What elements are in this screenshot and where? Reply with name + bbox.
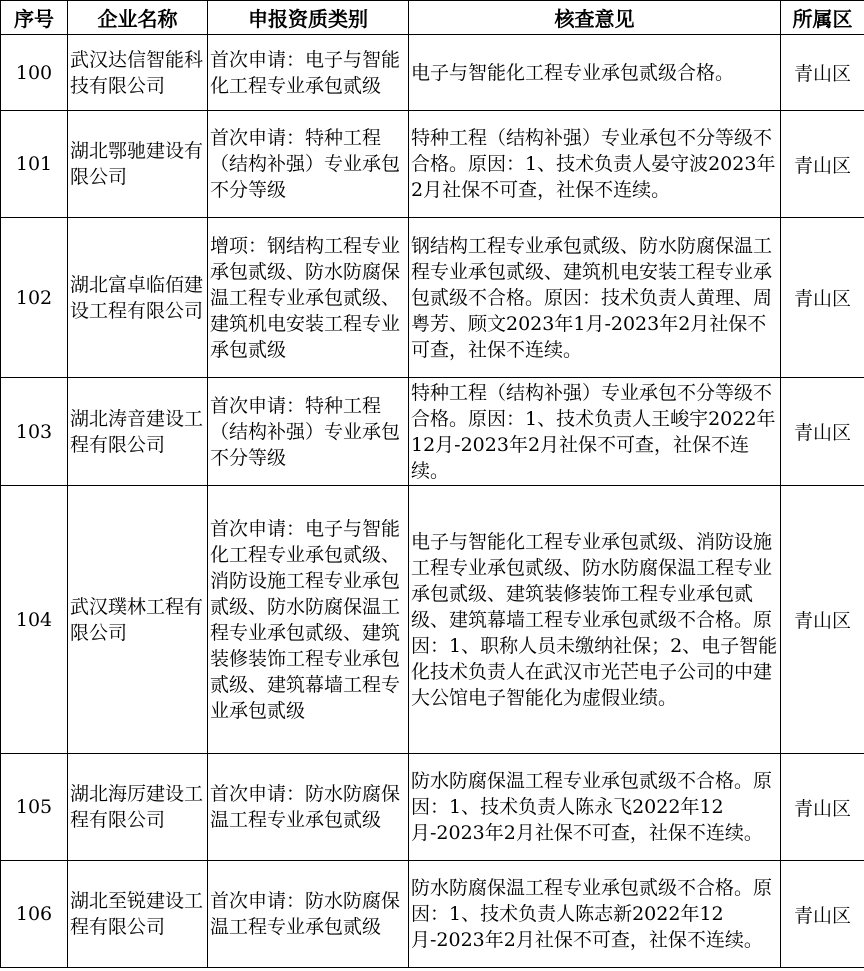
district: 青山区 bbox=[781, 378, 864, 486]
table-row bbox=[1, 111, 864, 218]
qualification-category: 增项：钢结构工程专业承包贰级、防水防腐保温工程专业承包贰级、建筑机电安装工程专业承包贰级 bbox=[208, 218, 409, 378]
company-name: 湖北海厉建设工程有限公司 bbox=[68, 754, 208, 861]
qualification-category: 首次申请：防水防腐保温工程专业承包贰级 bbox=[208, 861, 409, 968]
qualification-category: 首次申请：特种工程（结构补强）专业承包不分等级 bbox=[208, 111, 409, 218]
review-opinion: 防水防腐保温工程专业承包贰级不合格。原因：1、技术负责人陈永飞2022年12月-2023年2月社保不可查，社保不连续。 bbox=[409, 754, 781, 861]
company-name: 湖北富卓临佰建设工程有限公司 bbox=[68, 218, 208, 378]
header-district: 所属区 bbox=[781, 1, 864, 35]
table-row bbox=[1, 754, 864, 861]
district: 青山区 bbox=[781, 486, 864, 754]
qualification-category: 首次申请：特种工程（结构补强）专业承包不分等级 bbox=[208, 378, 409, 486]
company-name: 湖北至锐建设工程有限公司 bbox=[68, 861, 208, 968]
row-number: 100 bbox=[1, 35, 68, 111]
row-number: 102 bbox=[1, 218, 68, 378]
review-opinion: 防水防腐保温工程专业承包贰级不合格。原因：1、技术负责人陈志新2022年12月-2023年2月社保不可查，社保不连续。 bbox=[409, 861, 781, 968]
district: 青山区 bbox=[781, 754, 864, 861]
row-number: 105 bbox=[1, 754, 68, 861]
header-category: 申报资质类别 bbox=[208, 1, 409, 35]
district: 青山区 bbox=[781, 111, 864, 218]
table-row bbox=[1, 218, 864, 378]
company-name: 湖北鄂驰建设有限公司 bbox=[68, 111, 208, 218]
company-name: 湖北涛音建设工程有限公司 bbox=[68, 378, 208, 486]
qualification-category: 首次申请：电子与智能化工程专业承包贰级、消防设施工程专业承包贰级、防水防腐保温工程专业承包贰级、建筑装修装饰工程专业承包贰级、建筑幕墙工程专业承包贰级 bbox=[208, 486, 409, 754]
qualification-category: 首次申请：电子与智能化工程专业承包贰级 bbox=[208, 35, 409, 111]
district: 青山区 bbox=[781, 861, 864, 968]
review-opinion: 钢结构工程专业承包贰级、防水防腐保温工程专业承包贰级、建筑机电安装工程专业承包贰级不合格。原因：技术负责人黄理、周粤芳、顾文2023年1月-2023年2月社保不可查，社保不连续。 bbox=[409, 218, 781, 378]
district: 青山区 bbox=[781, 218, 864, 378]
table-header-row bbox=[1, 1, 864, 35]
review-opinion: 电子与智能化工程专业承包贰级合格。 bbox=[409, 35, 781, 111]
review-opinion: 特种工程（结构补强）专业承包不分等级不合格。原因：1、技术负责人晏守波2023年2月社保不可查，社保不连续。 bbox=[409, 111, 781, 218]
row-number: 101 bbox=[1, 111, 68, 218]
header-no: 序号 bbox=[1, 1, 68, 35]
header-opinion: 核查意见 bbox=[409, 1, 781, 35]
row-number: 103 bbox=[1, 378, 68, 486]
table-row bbox=[1, 378, 864, 486]
table-row bbox=[1, 35, 864, 111]
table-row bbox=[1, 861, 864, 968]
table-row bbox=[1, 486, 864, 754]
header-company: 企业名称 bbox=[68, 1, 208, 35]
review-opinion: 电子与智能化工程专业承包贰级、消防设施工程专业承包贰级、防水防腐保温工程专业承包贰级、建筑装修装饰工程专业承包贰级、建筑幕墙工程专业承包贰级不合格。原因：1、职称人员未缴纳社保；2、电子智能化技术负责人在武汉市光芒电子公司的中建大公馆电子智能化为虚假业绩。 bbox=[409, 486, 781, 754]
company-name: 武汉达信智能科技有限公司 bbox=[68, 35, 208, 111]
qualification-category: 首次申请：防水防腐保温工程专业承包贰级 bbox=[208, 754, 409, 861]
district: 青山区 bbox=[781, 35, 864, 111]
row-number: 104 bbox=[1, 486, 68, 754]
company-name: 武汉璞林工程有限公司 bbox=[68, 486, 208, 754]
row-number: 106 bbox=[1, 861, 68, 968]
review-opinion: 特种工程（结构补强）专业承包不分等级不合格。原因：1、技术负责人王峻宇2022年12月-2023年2月社保不可查，社保不连续。 bbox=[409, 378, 781, 486]
